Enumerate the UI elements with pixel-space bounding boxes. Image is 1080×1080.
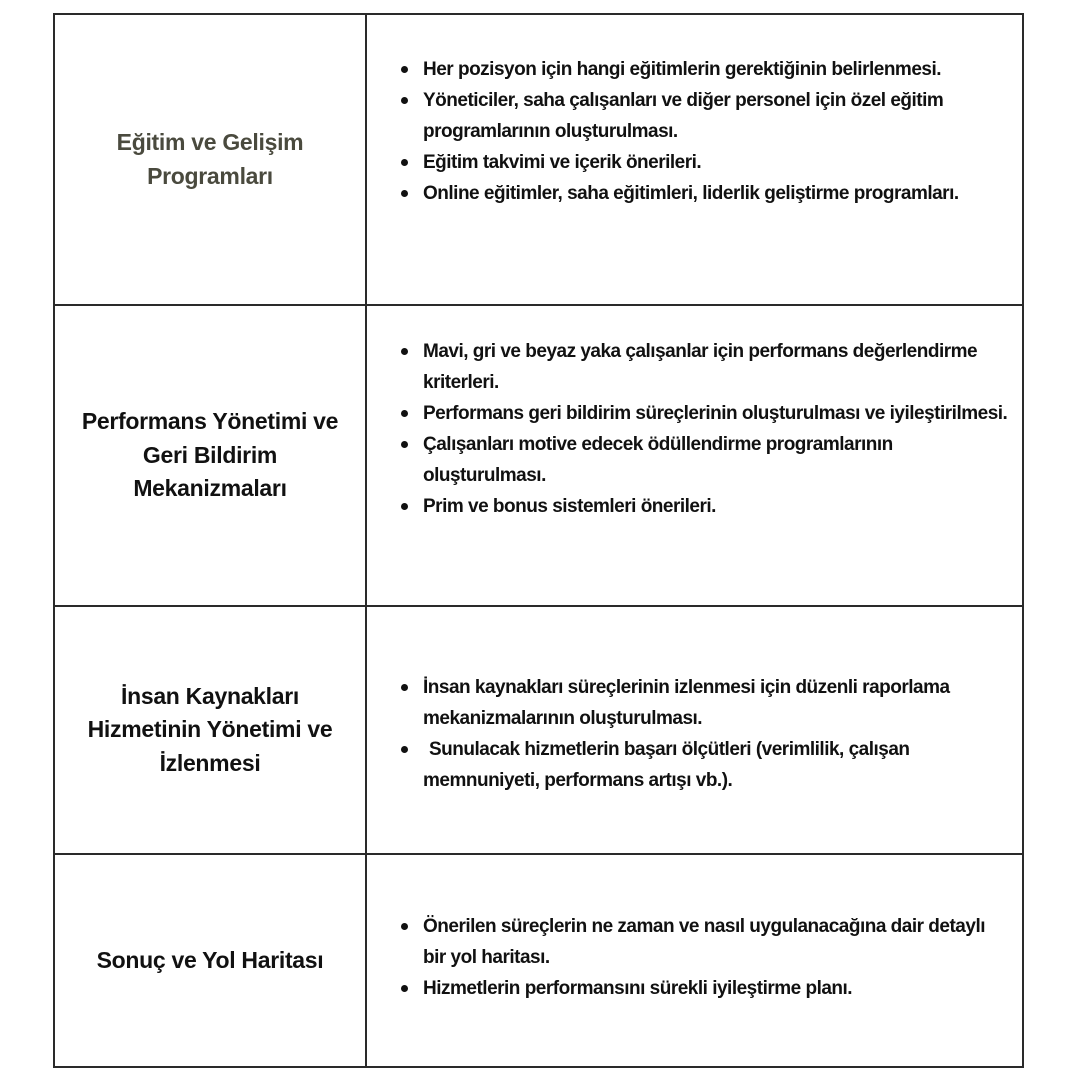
- list-item: [399, 85, 1022, 147]
- bullet-icon: [401, 348, 408, 355]
- table-row: [54, 305, 1023, 606]
- content-table: [53, 13, 1024, 1068]
- list-item-text: Sunulacak hizmetlerin başarı ölçütleri (verimlilik, çalışan memnuniyeti, performans artışı vb.).: [423, 739, 910, 791]
- list-item-text: İnsan kaynakları süreçlerinin izlenmesi için düzenli raporlama mekanizmalarının oluşturulması.: [423, 677, 950, 729]
- bullet-icon: [401, 503, 408, 510]
- list-item-text: Her pozisyon için hangi eğitimlerin gerektiğinin belirlenmesi.: [423, 59, 942, 80]
- list-item-text: Prim ve bonus sistemleri önerileri.: [423, 496, 716, 517]
- list-item: [399, 734, 1022, 796]
- list-item: [399, 178, 1022, 209]
- list-item: [399, 398, 1022, 429]
- table-row: [54, 606, 1023, 854]
- bullet-icon: [401, 746, 408, 753]
- bullet-list: [367, 911, 1022, 1004]
- list-item: [399, 911, 1022, 973]
- bullet-icon: [401, 159, 408, 166]
- table-row: [54, 14, 1023, 305]
- list-item-text: Mavi, gri ve beyaz yaka çalışanlar için performans değerlendirme kriterleri.: [423, 341, 978, 393]
- list-item: [399, 54, 1022, 85]
- bullet-list: [367, 336, 1022, 522]
- section-title: Performans Yönetimi ve Geri Bildirim Mekanizmaları: [54, 305, 366, 606]
- list-item-text: Önerilen süreçlerin ne zaman ve nasıl uygulanacağına dair detaylı bir yol haritası.: [423, 916, 986, 968]
- bullet-icon: [401, 923, 408, 930]
- bullet-icon: [401, 985, 408, 992]
- section-body: [366, 14, 1023, 305]
- section-body: [366, 305, 1023, 606]
- list-item: [399, 491, 1022, 522]
- list-item: [399, 672, 1022, 734]
- section-body: [366, 854, 1023, 1067]
- bullet-icon: [401, 66, 408, 73]
- list-item: [399, 429, 1022, 491]
- list-item-text: Eğitim takvimi ve içerik önerileri.: [423, 152, 702, 173]
- table-row: [54, 854, 1023, 1067]
- list-item: [399, 973, 1022, 1004]
- section-title: Eğitim ve Gelişim Programları: [54, 14, 366, 305]
- list-item: [399, 147, 1022, 178]
- bullet-list: [367, 672, 1022, 796]
- list-item: [399, 336, 1022, 398]
- bullet-icon: [401, 97, 408, 104]
- list-item-text: Yöneticiler, saha çalışanları ve diğer personel için özel eğitim programlarının oluşturulması.: [423, 90, 944, 142]
- bullet-icon: [401, 410, 408, 417]
- section-body: [366, 606, 1023, 854]
- list-item-text: Çalışanları motive edecek ödüllendirme programlarının oluşturulması.: [423, 434, 893, 486]
- section-title: Sonuç ve Yol Haritası: [54, 854, 366, 1067]
- section-title: İnsan Kaynakları Hizmetinin Yönetimi ve İzlenmesi: [54, 606, 366, 854]
- list-item-text: Online eğitimler, saha eğitimleri, liderlik geliştirme programları.: [423, 183, 959, 204]
- list-item-text: Hizmetlerin performansını sürekli iyileştirme planı.: [423, 978, 853, 999]
- list-item-text: Performans geri bildirim süreçlerinin oluşturulması ve iyileştirilmesi.: [423, 403, 1008, 424]
- bullet-icon: [401, 684, 408, 691]
- bullet-list: [367, 54, 1022, 209]
- bullet-icon: [401, 441, 408, 448]
- bullet-icon: [401, 190, 408, 197]
